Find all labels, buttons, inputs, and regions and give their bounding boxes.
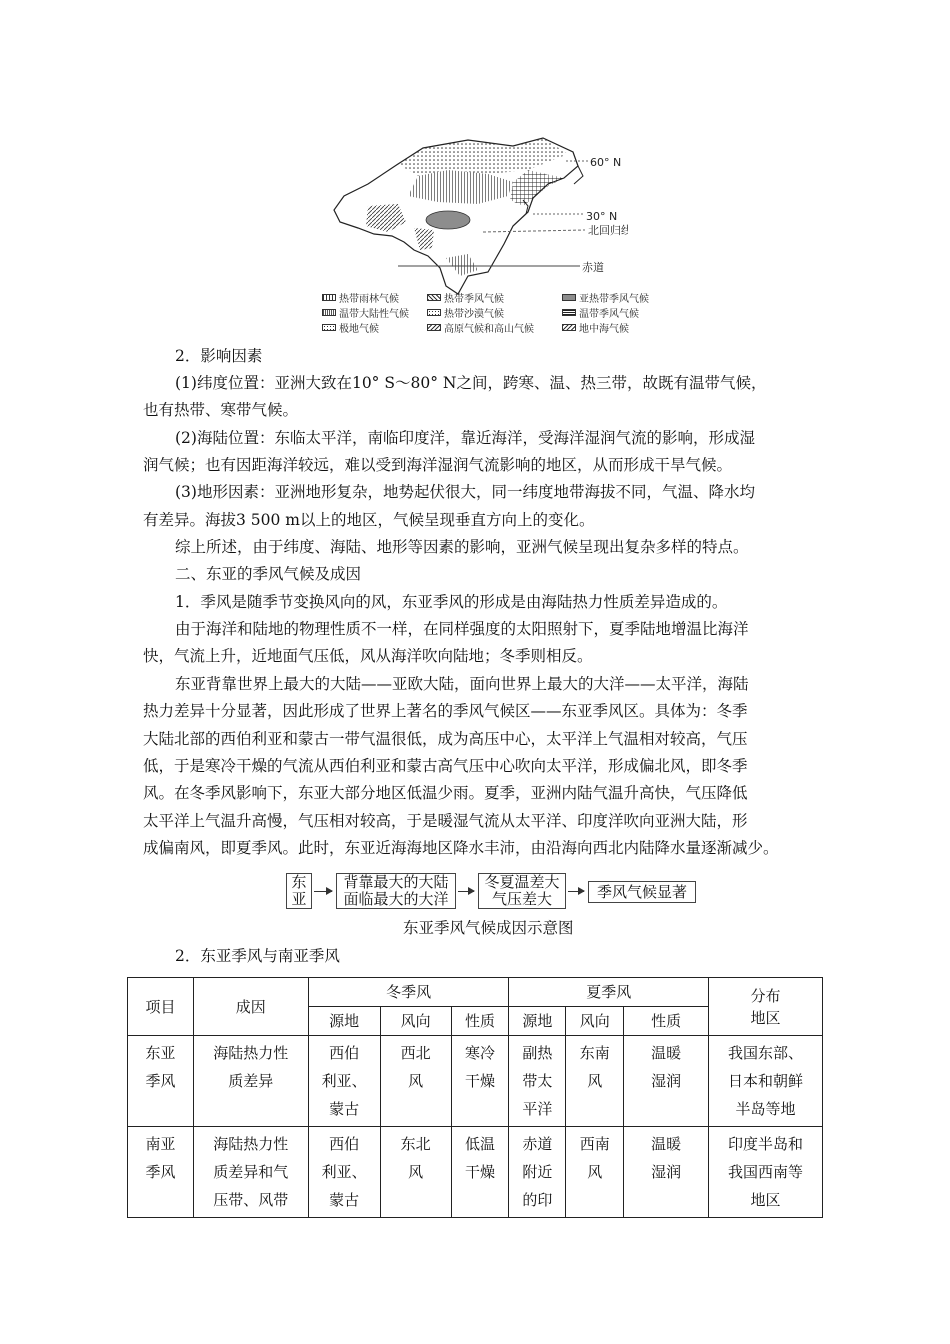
cell-cause: 海陆热力性 质差异和气 压带、风带 [193, 1127, 308, 1218]
lat60-label: 60° N [590, 156, 622, 169]
paragraph-physics-cont: 快，气流上升，近地面气压低，风从海洋吹向陆地；冬季则相反。 [143, 647, 593, 665]
flow-box-result: 季风气候显著 [588, 881, 696, 903]
heading-influence-factors: 2．影响因素 [175, 347, 263, 365]
header-winter-direction: 风向 [380, 1007, 451, 1036]
cell-item: 南亚 季风 [128, 1127, 194, 1218]
cell-summer-source: 赤道 附近 的印 [509, 1127, 566, 1218]
paragraph-east-asia: 东亚背靠世界上最大的大陆——亚欧大陆，面向世界上最大的大洋——太平洋，海陆 [175, 675, 749, 693]
paragraph-terrain: (3)地形因素：亚洲地形复杂，地势起伏很大，同一纬度地带海拔不同，气温、降水均 [175, 483, 755, 501]
cell-distribution: 我国东部、 日本和朝鲜 半岛等地 [709, 1036, 823, 1127]
cell-item: 东亚 季风 [128, 1036, 194, 1127]
lat30-label: 30° N [586, 210, 618, 223]
diagram-caption: 东亚季风气候成因示意图 [403, 919, 574, 937]
header-winter-nature: 性质 [451, 1007, 509, 1036]
cell-summer-nature: 温暖 湿润 [624, 1127, 709, 1218]
monsoon-cause-flow-diagram [286, 873, 698, 909]
flow-arrow [314, 891, 332, 892]
legend-item: 热带沙漠气候 [427, 305, 504, 320]
legend-item: 极地气候 [322, 320, 379, 335]
table-row [128, 1127, 823, 1218]
paragraph-comparison: 2．东亚季风与南亚季风 [175, 947, 340, 965]
cell-summer-direction: 西南 风 [566, 1127, 624, 1218]
cell-winter-nature: 低温 干燥 [451, 1127, 509, 1218]
cell-distribution: 印度半岛和 我国西南等 地区 [709, 1127, 823, 1218]
flow-box-geography: 背靠最大的大陆 面临最大的大洋 [336, 873, 456, 909]
subtropical-monsoon-region [426, 211, 470, 229]
legend-item: 热带雨林气候 [322, 290, 399, 305]
cell-winter-nature: 寒冷 干燥 [451, 1036, 509, 1127]
paragraph-east-asia-5: 风。在冬季风影响下，东亚大部分地区低温少雨。夏季，亚洲内陆气温升高快，气压降低 [143, 784, 748, 802]
paragraph-east-asia-2: 热力差异十分显著，因此形成了世界上著名的季风气候区——东亚季风区。具体为：冬季 [143, 702, 748, 720]
cell-summer-source: 副热 带太 平洋 [509, 1036, 566, 1127]
paragraph-latitude-cont: 也有热带、寒带气候。 [143, 401, 299, 419]
header-distribution: 分布 地区 [709, 978, 823, 1036]
legend-item: 温带大陆性气候 [322, 305, 409, 320]
paragraph-physics: 由于海洋和陆地的物理性质不一样，在同样强度的太阳照射下，夏季陆地增温比海洋 [175, 620, 749, 638]
flow-box-east-asia: 东 亚 [286, 873, 312, 909]
header-summer-nature: 性质 [624, 1007, 709, 1036]
header-summer-source: 源地 [509, 1007, 566, 1036]
monsoon-comparison-table [127, 977, 823, 1218]
paragraph-east-asia-7: 成偏南风，即夏季风。此时，东亚近海海地区降水丰沛，由沿海向西北内陆降水量逐渐减少。 [143, 839, 779, 857]
header-item: 项目 [128, 978, 194, 1036]
cell-winter-source: 西伯 利亚、 蒙古 [308, 1127, 380, 1218]
flow-arrow [458, 891, 474, 892]
table-row [128, 1036, 823, 1127]
paragraph-east-asia-4: 低，于是寒冷干燥的气流从西伯利亚和蒙古高气压中心吹向太平洋，形成偏北风，即冬季 [143, 757, 748, 775]
paragraph-sea-land: (2)海陆位置：东临太平洋，南临印度洋，靠近海洋，受海洋湿润气流的影响，形成湿 [175, 429, 755, 447]
cell-winter-source: 西伯 利亚、 蒙古 [308, 1036, 380, 1127]
cell-summer-direction: 东南 风 [566, 1036, 624, 1127]
flow-box-temperature: 冬夏温差大 气压差大 [478, 873, 566, 909]
cell-winter-direction: 东北 风 [380, 1127, 451, 1218]
flow-arrow [568, 891, 584, 892]
paragraph-terrain-cont: 有差异。海拔3 500 m以上的地区，气候呈现垂直方向上的变化。 [143, 511, 595, 529]
paragraph-latitude: (1)纬度位置：亚洲大致在10° S～80° N之间，跨寒、温、热三带，故既有温带气候， [175, 374, 767, 392]
equator-label: 赤道 [582, 261, 604, 274]
legend-item: 温带季风气候 [562, 305, 639, 320]
legend-item: 地中海气候 [562, 320, 629, 335]
paragraph-sea-land-cont: 润气候；也有因距海洋较远，难以受到海洋湿润气流影响的地区，从而形成干旱气候。 [143, 456, 733, 474]
cell-cause: 海陆热力性 质差异 [193, 1036, 308, 1127]
legend-item: 亚热带季风气候 [562, 290, 649, 305]
paragraph-east-asia-6: 太平洋上气温升高慢，气压相对较高，于是暖湿气流从太平洋、印度洋吹向亚洲大陆，形 [143, 812, 748, 830]
legend-item: 热带季风气候 [427, 290, 504, 305]
header-cause: 成因 [193, 978, 308, 1036]
header-winter-source: 源地 [308, 1007, 380, 1036]
paragraph-east-asia-3: 大陆北部的西伯利亚和蒙古一带气温很低，成为高压中心，太平洋上气温相对较高，气压 [143, 730, 748, 748]
paragraph-monsoon-def: 1．季风是随季节变换风向的风，东亚季风的形成是由海陆热力性质差异造成的。 [175, 593, 728, 611]
paragraph-summary: 综上所述，由于纬度、海陆、地形等因素的影响，亚洲气候呈现出复杂多样的特点。 [175, 538, 749, 556]
header-summer-direction: 风向 [566, 1007, 624, 1036]
cell-winter-direction: 西北 风 [380, 1036, 451, 1127]
cell-summer-nature: 温暖 湿润 [624, 1036, 709, 1127]
legend-item: 高原气候和高山气候 [427, 320, 534, 335]
section-heading-monsoon: 二、东亚的季风气候及成因 [175, 565, 362, 583]
header-summer-monsoon: 夏季风 [509, 978, 709, 1007]
header-winter-monsoon: 冬季风 [308, 978, 509, 1007]
tropic-label: 北回归线 [588, 224, 628, 237]
